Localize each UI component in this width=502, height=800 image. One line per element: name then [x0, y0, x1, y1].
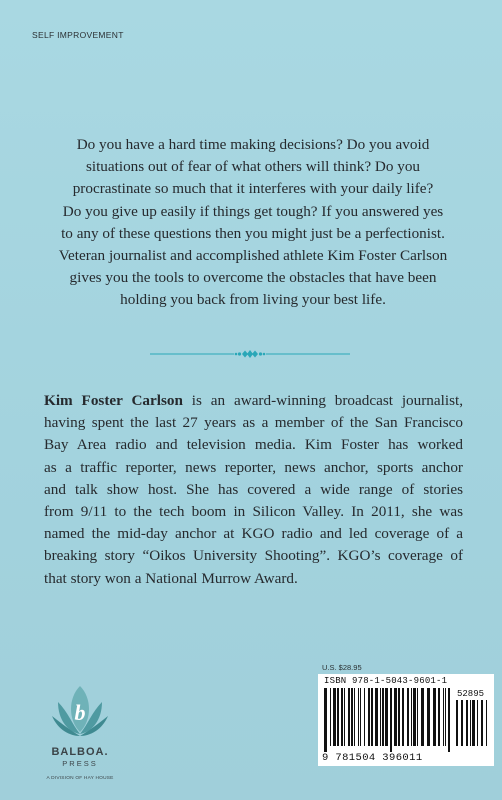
ean-digits: 9 781504 396011	[322, 752, 423, 764]
barcode-bar	[427, 688, 430, 746]
author-bio	[44, 390, 463, 590]
barcode-bar	[466, 700, 468, 746]
bio-line: and talk show host. She has covered a wide range of stories	[44, 480, 463, 498]
lotus-icon	[48, 680, 112, 744]
barcode-bar	[368, 688, 370, 746]
book-blurb	[40, 134, 466, 312]
barcode-bar	[398, 688, 400, 746]
barcode-bar	[433, 688, 436, 746]
blurb-line: situations out of fear of what others will think? Do you	[85, 158, 421, 176]
blurb-line: Do you have a hard time making decisions? Do you avoid	[76, 136, 430, 153]
barcode-bar	[407, 688, 409, 746]
barcode-bar	[481, 700, 483, 746]
publisher-sub: PRESS	[62, 759, 98, 768]
supplement-code: 52895	[457, 689, 485, 699]
barcode-bar	[470, 700, 471, 746]
barcode-bar	[344, 688, 345, 746]
author-name: Kim Foster Carlson	[44, 392, 183, 409]
barcode-bar	[371, 688, 373, 746]
price-label: U.S. $28.95	[322, 663, 362, 672]
barcode-bar	[330, 688, 331, 746]
bio-line-rest: is an award-winning broadcast journalist,	[182, 392, 463, 409]
bio-line: from 9/11 to the tech boom in Silicon Valley. In 2011, she was	[44, 503, 463, 521]
bio-line: named the mid-day anchor at KGO radio and led coverage of a	[44, 525, 463, 543]
blurb-line: gives you the tools to overcome the obstacles that have been	[69, 269, 437, 287]
bio-line	[44, 390, 463, 412]
ornament-divider	[150, 346, 350, 362]
barcode-bar	[341, 688, 343, 746]
bio-line: as a traffic reporter, news reporter, news anchor, sports anchor	[44, 458, 463, 476]
barcode-bar	[421, 688, 424, 746]
barcode-bar	[417, 688, 418, 746]
barcode-bar	[456, 700, 458, 746]
barcode-bar	[358, 688, 359, 746]
barcode-bar	[333, 688, 336, 746]
barcode-bar	[390, 688, 392, 752]
blurb-line: procrastinate so much that it interferes with your daily life?	[72, 180, 434, 198]
barcode-bar	[448, 688, 450, 752]
barcode-bar	[337, 688, 339, 746]
category-label: SELF IMPROVEMENT	[32, 30, 124, 40]
supplement-barcode	[456, 700, 490, 752]
publisher-name: BALBOA.	[51, 746, 109, 758]
barcode-bar	[360, 688, 361, 746]
barcode-bar	[438, 688, 440, 746]
publisher-logo	[30, 680, 130, 790]
barcode-bar	[385, 688, 388, 746]
blurb-line: to any of these questions then you might just be a perfectionist.	[61, 224, 445, 242]
barcode-bar	[486, 700, 487, 746]
blurb-line: holding you back from living your best life.	[120, 291, 386, 309]
publisher-division: A DIVISION OF HAY HOUSE	[46, 776, 114, 781]
barcode-bar	[394, 688, 397, 746]
blurb-line: Do you give up easily if things get tough? If you answered yes	[62, 202, 444, 220]
barcode-bar	[382, 688, 384, 746]
barcode-bar	[348, 688, 350, 746]
barcode-bar	[380, 688, 381, 746]
barcode-bar	[477, 700, 478, 746]
barcode-bar	[351, 688, 353, 746]
barcode-bar	[354, 688, 355, 746]
barcode-bar	[375, 688, 378, 746]
bio-line: Bay Area radio and television media. Kim Foster has worked	[44, 436, 463, 454]
barcode-bar	[364, 688, 365, 746]
barcode-bar	[443, 688, 444, 746]
blurb-line: Veteran journalist and accomplished athlete Kim Foster Carlson	[58, 247, 448, 265]
barcode-bar	[472, 700, 475, 746]
barcode-bar	[461, 700, 463, 746]
bio-line: having spent the last 27 years as a member of the San Francisco	[44, 414, 463, 432]
bio-line: that story won a National Murrow Award.	[44, 569, 298, 587]
logo-letter: b	[74, 700, 86, 725]
barcode-bar	[413, 688, 416, 746]
ean-barcode	[324, 688, 452, 752]
barcode-bar	[324, 688, 327, 752]
barcode-bar	[445, 688, 446, 746]
isbn-text: ISBN 978-1-5043-9601-1	[324, 676, 448, 686]
barcode-bar	[411, 688, 412, 746]
bio-line: breaking story “Oikos University Shooting”. KGO’s coverage of	[44, 547, 463, 565]
barcode-bar	[402, 688, 404, 746]
